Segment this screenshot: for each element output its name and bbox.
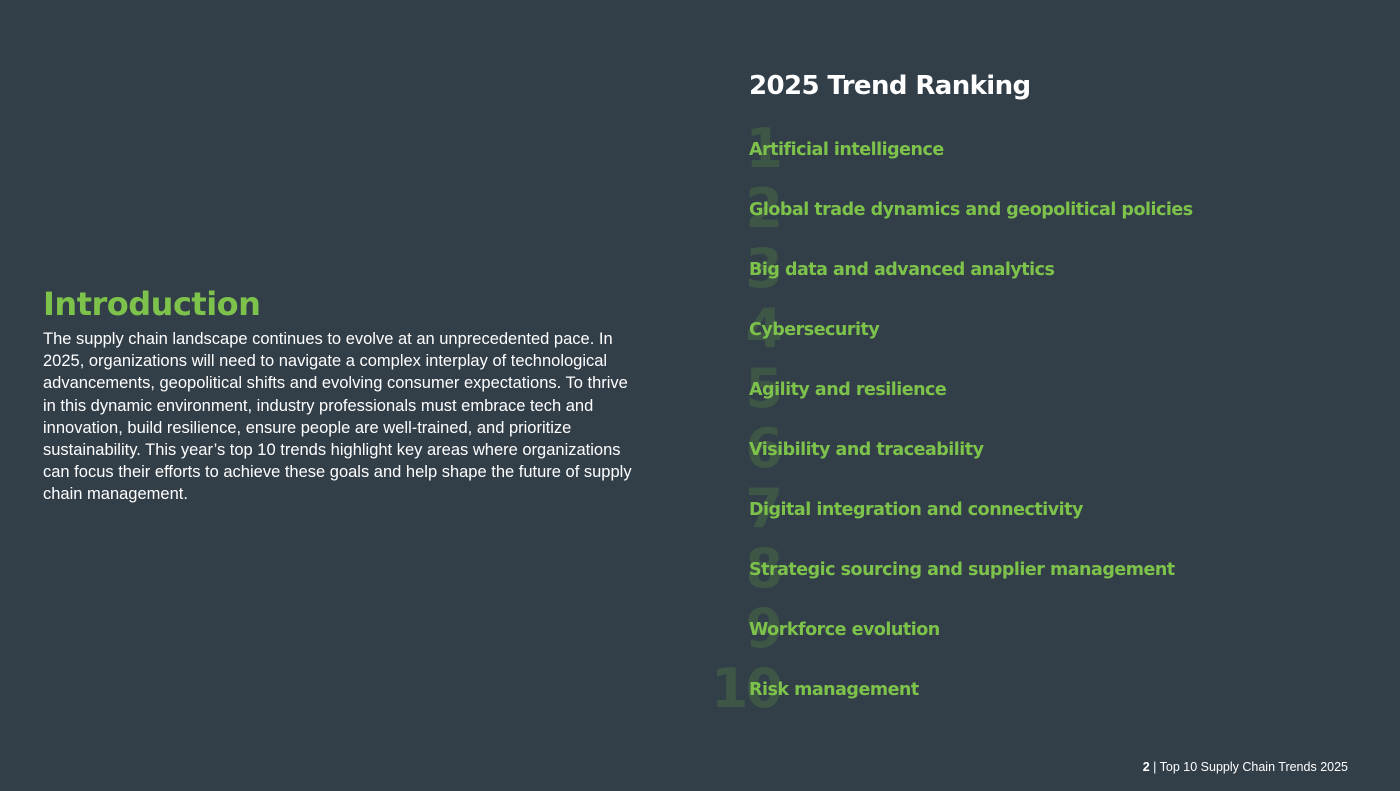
trend-rank-number: 5	[745, 357, 780, 420]
introduction-paragraph: The supply chain landscape continues to evolve at an unprecedented pace. In 2025, organizations will need to navigate a complex interplay of technological advancements, geopolitical shifts and evolving consumer expectations. To thrive in this dynamic environment, industry professionals must embrace tech and innovation, build resilience, ensure people are well-trained, and prioritize sustainability. This year’s top 10 trends highlight key areas where organizations can focus their efforts to achieve these goals and help shape the future of supply chain management.	[43, 330, 632, 504]
trend-item	[0, 357, 947, 420]
trend-item	[0, 657, 919, 720]
trend-label: Risk management	[749, 680, 919, 700]
trend-item	[0, 297, 880, 360]
trend-label: Cybersecurity	[749, 320, 880, 340]
trend-label: Big data and advanced analytics	[749, 260, 1055, 280]
trend-label: Strategic sourcing and supplier management	[749, 560, 1175, 580]
introduction-heading: Introduction	[43, 285, 261, 323]
footer-separator: |	[1149, 760, 1160, 774]
trend-item	[0, 417, 984, 480]
footer-document-title: Top 10 Supply Chain Trends 2025	[1159, 760, 1348, 774]
trend-rank-number: 10	[710, 657, 780, 720]
trend-item	[0, 477, 1083, 540]
trend-rank-number: 7	[745, 477, 780, 540]
page-number: 2	[1142, 760, 1150, 774]
trend-rank-number: 9	[745, 597, 780, 660]
trend-item	[0, 117, 944, 180]
trend-label: Visibility and traceability	[749, 440, 984, 460]
trend-item	[0, 537, 1175, 600]
trend-label: Digital integration and connectivity	[749, 500, 1083, 520]
trend-rank-number: 1	[745, 117, 780, 180]
page-footer	[1143, 759, 1348, 775]
trend-rank-number: 3	[745, 237, 780, 300]
trend-label: Global trade dynamics and geopolitical policies	[749, 200, 1193, 220]
trend-item	[0, 237, 1055, 300]
trend-rank-number: 2	[745, 177, 780, 240]
trend-rank-number: 8	[745, 537, 780, 600]
trend-label: Workforce evolution	[749, 620, 940, 640]
trend-rank-number: 4	[745, 297, 780, 360]
trend-item	[0, 177, 1193, 240]
trend-ranking-heading: 2025 Trend Ranking	[749, 71, 1031, 101]
trend-rank-number: 6	[745, 417, 780, 480]
trend-label: Artificial intelligence	[749, 140, 944, 160]
trend-label: Agility and resilience	[749, 380, 947, 400]
trend-item	[0, 597, 940, 660]
